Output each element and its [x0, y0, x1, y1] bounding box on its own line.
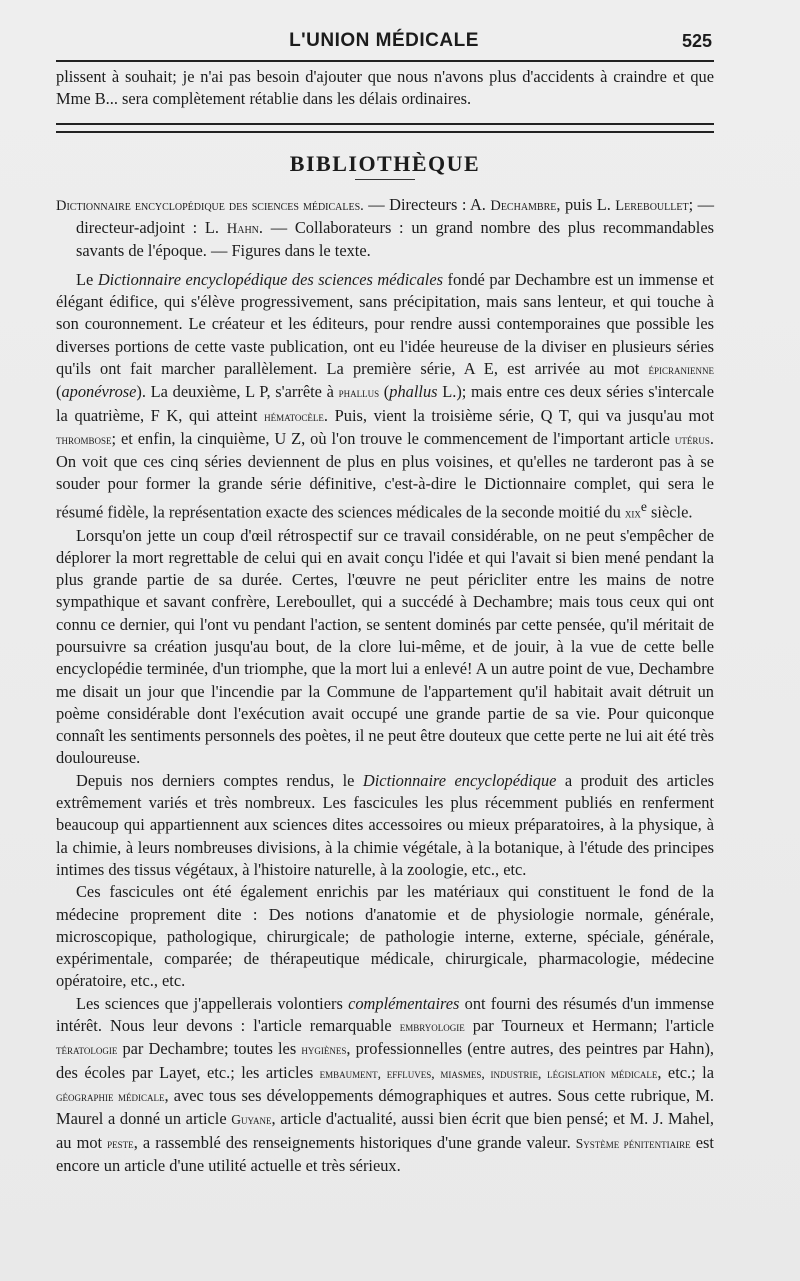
opening-paragraph: plissent à souhait; je n'ai pas besoin d'ajouter que nous n'avons plus d'accidents à craindre et que Mme B... sera complètement rétablie dans les délais ordinaires. — [56, 67, 714, 109]
running-title: L'UNION MÉDICALE — [289, 30, 479, 51]
text-run: . On voit que ces cinq séries deviennent de plus en plus voisines, et qu'elles ne tarderont pas à se souder pour former la grande série définitive, c'est-à-dire le Dictionnaire complet, qui sera le résumé fidèle, la représentation exacte des sciences médicales de la seconde moitié du — [56, 428, 714, 522]
text-run: fondé par Dechambre est un immense et élégant édifice, qui s'élève progressivement, sans précipitation, mais sans lenteur, et qui touche à son couronnement. Le créateur et les éditeurs, pour rendre aussi contemporaines que possible les diverses portions de cette vaste publication, ont eu l'idée heureuse de la diviser en plusieurs séries qu'ils ont fait marcher parallèlement. La première série, A E, est arrivée au mot — [56, 269, 714, 378]
title-underline — [355, 179, 415, 180]
entry-title: Dictionnaire encyclopédique des sciences médicales. — [56, 197, 364, 214]
text-run: ont fourni des résumés d'un immense intérêt. Nous leur devons : l'article remarquable — [56, 993, 714, 1036]
smallcaps-run: épicranienne — [648, 361, 714, 377]
text-run: , professionnelles (entre autres, des peintres par Hahn), des écoles par Layet, etc.; les articles — [56, 1039, 715, 1082]
section-title: BIBLIOTHÈQUE — [289, 150, 481, 176]
smallcaps-run: hématocèle — [264, 408, 324, 424]
paragraph-2: Lorsqu'on jette un coup d'œil rétrospectif sur ce travail considérable, on ne peut s'empêcher de déplorer la mort regrettable de celui qui en avait conçu l'idée et qui l'avait si bien mené pendant la plus grande partie de sa durée. Certes, l'œuvre ne peut péricliter entre les mains de notre sympathique et savant confrère, Lereboullet, qui a succédé à Dechambre; mais tous ceux qui ont connu ce dernier, qui l'ont vu pendant l'action, se sentent dominés par cette pensée, qu'il méritait de poursuivre sa création jusqu'au bout, de la clore lui-même, et de jouir, à la vue de cette belle encyclopédie terminée, d'un triomphe, que la mort lui a enlevé! A un autre point de vue, Dechambre me disait un jour que l'incendie par la Commune de l'appartement qu'il habitait avait détruit un poème considérable dont l'exécution avait occupé une grande partie de sa vie. Pour quiconque connaît les sentiments personnels des poètes, il ne peut être douteux que cette perte ne lui ait été très douloureuse. — [56, 525, 714, 768]
entry-text: . — Collaborateurs : un grand nombre des plus recommandables savants de l'époque. — Figures dans le texte. — [76, 218, 714, 261]
italic-run: Dictionnaire encyclopédique — [362, 770, 557, 790]
entry-text: ; — directeur-adjoint : L. — [76, 194, 714, 238]
text-run: par Tourneux et Hermann; l'article — [464, 1016, 714, 1036]
text-run: Le — [76, 269, 98, 289]
paragraph-5 — [56, 993, 714, 1177]
italic-run: complémentaires — [348, 993, 460, 1013]
text-run: , avec tous ses développements démographiques et autres. Sous cette rubrique, M. Maurel a donné un article — [56, 1085, 715, 1129]
superscript: e — [640, 498, 647, 514]
paragraph-4: Ces fascicules ont été également enrichis par les matériaux qui constituent le fond de la médecine proprement dite : Des notions d'anatomie et de physiologie normale, générale, microscopique, pathologique, chirurgicale; de pathologie interne, externe, spéciale, générale, expérimentale, comparée; de thérapeutique médicale, chirurgicale, pharmacologie, médecine opératoire, etc., etc. — [56, 882, 714, 991]
smallcaps-run: embryologie — [399, 1019, 465, 1035]
smallcaps-run: phallus — [338, 385, 380, 401]
italic-run: aponévrose — [61, 382, 137, 402]
header-rule — [56, 60, 714, 62]
text-run: , article d'actualité, aussi bien écrit que bien pensé; et M. J. Mahel, au mot — [56, 1109, 714, 1152]
smallcaps-run: tératologie — [56, 1042, 118, 1058]
text-run: , etc.; la — [657, 1062, 714, 1082]
section-divider — [56, 123, 714, 133]
italic-run: Dictionnaire encyclopédique des sciences médicales — [97, 269, 443, 289]
smallcaps-run: embaument, effluves, miasmes, industrie, législation médicale — [319, 1065, 658, 1081]
text-run: ; et enfin, la cinquième, U Z, où l'on trouve le commencement de l'important article — [111, 428, 675, 448]
smallcaps-run: géographie médicale — [56, 1088, 165, 1104]
text-run: , a rassemblé des renseignements historiques d'une grande valeur. — [133, 1132, 576, 1152]
text-run: Les sciences que j'appellerais volontiers — [76, 993, 349, 1013]
text-run: par Dechambre; toutes les — [117, 1039, 302, 1059]
smallcaps-run: Système pénitentiaire — [575, 1135, 691, 1151]
italic-run: phallus — [389, 382, 438, 402]
text-run: ( — [56, 382, 62, 402]
text-run: est encore un article d'une utilité actuelle et très sérieux. — [56, 1132, 714, 1175]
entry-text: — Directeurs : A. — [363, 194, 491, 214]
bibliography-entry — [56, 194, 714, 263]
deputy-name: Hahn — [226, 221, 259, 238]
text-run: . Puis, vient la troisième série, Q T, qui va jusqu'au mot — [323, 405, 714, 425]
text-run: siècle. — [646, 502, 693, 522]
page-content — [56, 66, 714, 1177]
smallcaps-run: thrombose — [56, 431, 112, 447]
paragraph-1 — [56, 269, 714, 525]
entry-text: , puis L. — [556, 194, 616, 214]
page-number: 525 — [681, 31, 712, 51]
text-run: Depuis nos derniers comptes rendus, le — [76, 770, 363, 790]
text-run: L.); mais entre ces deux séries s'intercale la quatrième, F K, qui atteint — [56, 382, 715, 425]
text-run: a produit des articles extrêmement variés et très nombreux. Les fascicules les plus récemment publiés en renferment beaucoup qui appartiennent aux sciences dites accessoires ou mieux préparatoires, à la physique, à la chimie, à leurs nombreuses divisions, à la chimie végétale, à la botanique, à l'étude des principes intimes des tissus végétaux, à l'histoire naturelle, à la zoologie, etc., etc. — [56, 770, 715, 879]
paragraph-3 — [56, 770, 714, 881]
director-name: Dechambre — [490, 197, 557, 214]
text-run: ( — [379, 382, 390, 402]
smallcaps-run: xix — [624, 505, 641, 521]
page-header — [56, 26, 712, 56]
smallcaps-run: utérus — [674, 431, 710, 447]
smallcaps-run: Guyane — [231, 1112, 272, 1128]
director-name: Lereboullet — [615, 197, 689, 214]
smallcaps-run: hygiènes — [301, 1042, 347, 1058]
text-run: ). La deuxième, L P, s'arrête à — [136, 382, 339, 402]
smallcaps-run: peste — [107, 1135, 134, 1151]
